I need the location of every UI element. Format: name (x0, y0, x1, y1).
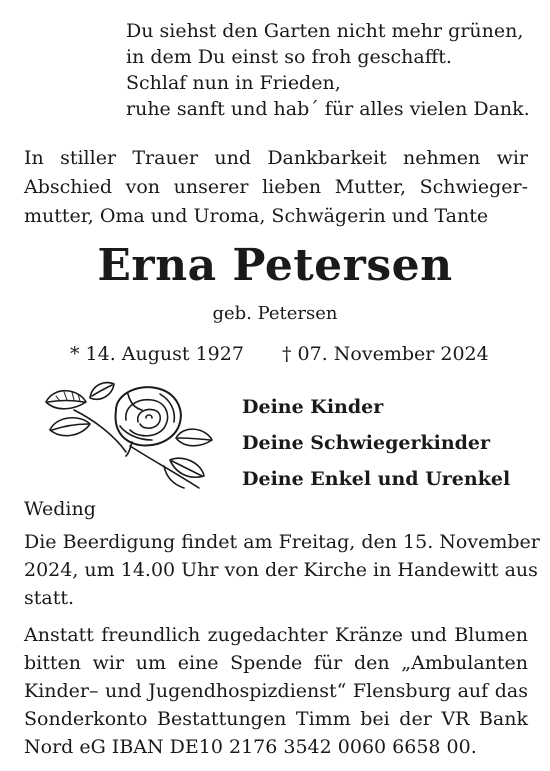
mourners-list (242, 389, 510, 497)
rose-icon (34, 380, 224, 492)
death-date: † 07. November 2024 (282, 343, 489, 365)
poem (126, 18, 536, 122)
maiden-name: geb. Petersen (212, 303, 338, 324)
mourner-group: Deine Kinder (242, 396, 384, 418)
funeral-line: Die Beerdigung findet am Freitag, den 15. November (24, 531, 540, 553)
donation-line: Sonderkonto Bestattungen Timm bei der VR Bank (24, 708, 528, 730)
funeral-line: statt. (24, 587, 75, 609)
mourner-group: Deine Schwiegerkinder (242, 432, 491, 454)
intro-line: mutter, Oma und Uroma, Schwägerin und Tante (24, 205, 489, 227)
poem-line: Du siehst den Garten nicht mehr grünen, (126, 20, 524, 42)
donation-line: Nord eG IBAN DE10 2176 3542 0060 6658 00. (24, 736, 477, 758)
birth-date: * 14. August 1927 (70, 343, 244, 365)
donation-line: Kinder– und Jugendhospizdienst“ Flensburg auf das (24, 680, 528, 702)
intro-text (24, 144, 528, 231)
deceased-name: Erna Petersen (97, 240, 453, 291)
intro-line: In stiller Trauer und Dankbarkeit nehmen wir (24, 147, 528, 169)
mourner-group: Deine Enkel und Urenkel (242, 468, 511, 490)
funeral-line: 2024, um 14.00 Uhr von der Kirche in Handewitt aus (24, 559, 538, 581)
poem-line: Schlaf nun in Frieden, (126, 72, 341, 94)
donation-info (24, 621, 528, 761)
funeral-info (24, 528, 540, 612)
place-name: Weding (24, 498, 96, 520)
donation-line: bitten wir um eine Spende für den „Ambulanten (24, 652, 528, 674)
poem-line: in dem Du einst so froh geschafft. (126, 46, 452, 68)
poem-line: ruhe sanft und hab´ für alles vielen Dank. (126, 98, 530, 120)
donation-line: Anstatt freundlich zugedachter Kränze und Blumen (24, 624, 528, 646)
intro-line: Abschied von unserer lieben Mutter, Schwieger- (24, 176, 528, 198)
